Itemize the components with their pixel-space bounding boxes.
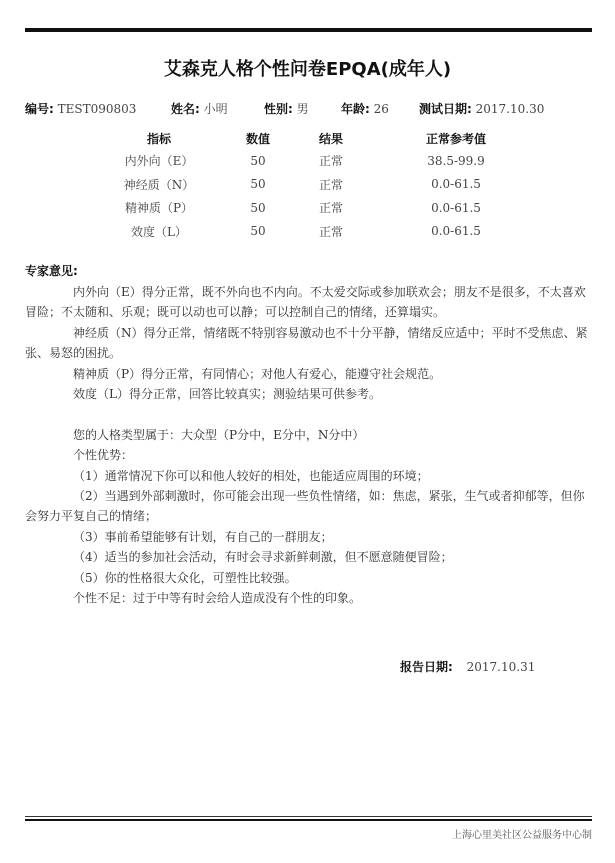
paragraph-strength-3: （3）事前希望能够有计划，有自己的一群朋友； [73, 529, 333, 544]
cell-indicator: 精神质（P） [124, 201, 194, 216]
paragraph-strength-4: （4）适当的参加社会活动，有时会寻求新鲜刺激，但不愿意随便冒险； [73, 550, 453, 565]
test-date-value: 2017.10.30 [475, 102, 545, 116]
bottom-rule-thin [25, 816, 592, 817]
table-header-row [104, 127, 552, 149]
cell-reference: 38.5-99.9 [427, 153, 485, 168]
header-result: 结果 [318, 131, 343, 146]
cell-value: 50 [250, 224, 266, 239]
cell-result: 正常 [318, 177, 343, 192]
id-value: TEST090803 [57, 102, 137, 116]
id-field [25, 100, 136, 117]
expert-opinion-body [25, 282, 590, 608]
cell-reference: 0.0-61.5 [431, 200, 481, 215]
paragraph-strength-5: （5）你的性格很大众化，可塑性比较强。 [73, 570, 297, 585]
header-value: 数值 [245, 131, 270, 146]
score-table [104, 127, 552, 243]
cell-reference: 0.0-61.5 [431, 177, 481, 192]
test-date-field [419, 100, 544, 117]
cell-indicator: 效度（L） [131, 224, 187, 239]
table-row [104, 220, 552, 244]
age-value: 26 [373, 102, 389, 116]
id-label: 编号: [25, 102, 54, 116]
paragraph-extraversion: 内外向（E）得分正常，既不外向也不内向。不太爱交际或参加联欢会；朋友不是很多，不太喜欢冒险；不太随和、乐观；既可以动也可以静；可以控制自己的情绪，还算塌实。 [25, 285, 586, 320]
paragraph-psychoticism: 精神质（P）得分正常，有同情心；对他人有爱心，能遵守社会规范。 [73, 366, 442, 381]
expert-opinion-label: 专家意见: [25, 264, 78, 278]
page-title: 艾森克人格个性问卷EPQA(成年人) [163, 59, 452, 80]
paragraph-strengths-heading: 个性优势： [73, 448, 134, 463]
table-row [104, 196, 552, 220]
cell-value: 50 [250, 177, 266, 192]
cell-reference: 0.0-61.5 [431, 224, 481, 239]
paragraph-neuroticism: 神经质（N）得分正常，情绪既不特别容易激动也不十分平静，情绪反应适中；平时不受焦虑、紧张、易怒的困扰。 [25, 325, 588, 361]
footer-organization: 上海心里美社区公益服务中心制 [452, 830, 592, 841]
age-label: 年龄: [341, 102, 370, 116]
cell-result: 正常 [318, 201, 343, 216]
cell-result: 正常 [318, 224, 343, 239]
cell-value: 50 [250, 200, 266, 215]
cell-result: 正常 [318, 154, 343, 169]
name-label: 姓名: [171, 102, 200, 116]
paragraph-strength-1: （1）通常情况下你可以和他人较好的相处，也能适应周围的环境； [73, 468, 429, 483]
report-date-label: 报告日期: [400, 660, 453, 674]
paragraph-personality-type: 您的人格类型属于：大众型（P分中，E分中，N分中） [73, 427, 365, 442]
name-field [171, 100, 228, 117]
age-field [341, 100, 389, 117]
name-value: 小明 [203, 102, 228, 116]
table-row [104, 173, 552, 197]
paragraph-weakness: 个性不足：过于中等有时会给人造成没有个性的印象。 [73, 591, 362, 606]
cell-indicator: 神经质（N） [123, 177, 195, 192]
header-indicator: 指标 [146, 131, 171, 146]
sex-label: 性别: [264, 102, 293, 116]
bottom-rule-thick [25, 819, 592, 821]
test-date-label: 测试日期: [419, 102, 472, 116]
sex-value: 男 [296, 102, 309, 116]
table-row [104, 149, 552, 173]
cell-indicator: 内外向（E） [124, 154, 194, 169]
sex-field [264, 100, 309, 117]
paragraph-validity: 效度（L）得分正常，回答比较真实；测验结果可供参考。 [73, 387, 381, 402]
cell-value: 50 [250, 153, 266, 168]
header-reference: 正常参考值 [425, 131, 486, 146]
top-rule [25, 28, 592, 32]
paragraph-strength-2: （2）当遇到外部刺激时，你可能会出现一些负性情绪，如：焦虑，紧张，生气或者抑郁等，但你会努力平复自己的情绪； [25, 489, 585, 524]
report-date [400, 658, 535, 675]
report-date-value: 2017.10.31 [466, 660, 536, 674]
